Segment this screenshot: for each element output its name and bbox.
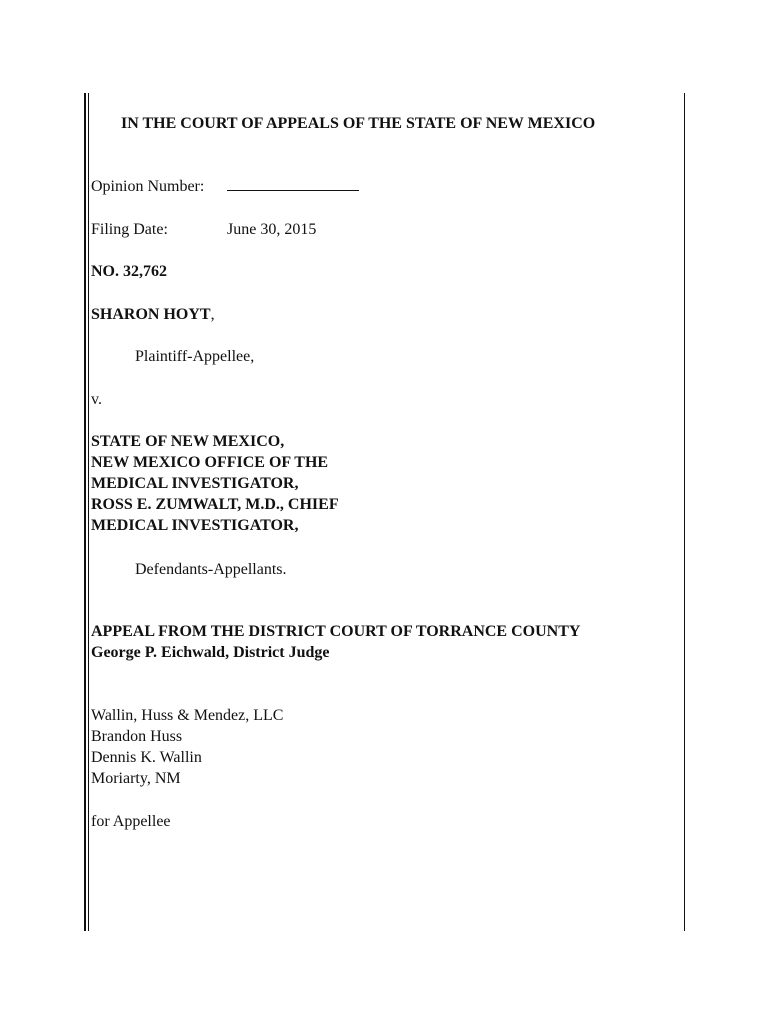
plaintiff-line bbox=[91, 304, 215, 325]
defendant-line: STATE OF NEW MEXICO, bbox=[91, 433, 285, 450]
filing-date-label: Filing Date: bbox=[91, 221, 168, 238]
counsel-line: Dennis K. Wallin bbox=[91, 749, 202, 766]
filing-date-value: June 30, 2015 bbox=[227, 221, 317, 238]
appeal-court-line: APPEAL FROM THE DISTRICT COURT OF TORRANCE COUNTY bbox=[91, 623, 581, 640]
plaintiff-name: SHARON HOYT bbox=[91, 306, 211, 323]
district-judge-line: George P. Eichwald, District Judge bbox=[91, 644, 330, 661]
defendant-line: NEW MEXICO OFFICE OF THE bbox=[91, 454, 329, 471]
opinion-number-value bbox=[227, 176, 359, 197]
opinion-number-blank bbox=[227, 176, 359, 191]
plaintiff-comma: , bbox=[210, 306, 215, 323]
defendant-line: MEDICAL INVESTIGATOR, bbox=[91, 517, 299, 534]
defendants-role: Defendants-Appellants. bbox=[135, 561, 287, 578]
case-number: NO. 32,762 bbox=[91, 263, 167, 280]
counsel-line: Brandon Huss bbox=[91, 728, 183, 745]
court-title: IN THE COURT OF APPEALS OF THE STATE OF NEW MEXICO bbox=[121, 115, 596, 132]
counsel-line: Moriarty, NM bbox=[91, 770, 181, 787]
defendants-names bbox=[91, 431, 339, 536]
page-border-left-outer bbox=[84, 93, 86, 931]
defendant-line: ROSS E. ZUMWALT, M.D., CHIEF bbox=[91, 496, 339, 513]
versus: v. bbox=[91, 391, 102, 408]
page-border-right bbox=[684, 93, 685, 931]
plaintiff-role: Plaintiff-Appellee, bbox=[135, 348, 255, 365]
page-border-left-inner bbox=[88, 93, 89, 931]
counsel-block bbox=[91, 705, 283, 789]
for-appellee: for Appellee bbox=[91, 813, 171, 830]
defendant-line: MEDICAL INVESTIGATOR, bbox=[91, 475, 299, 492]
appeal-block bbox=[91, 621, 580, 663]
opinion-number-label: Opinion Number: bbox=[91, 178, 205, 195]
counsel-line: Wallin, Huss & Mendez, LLC bbox=[91, 707, 284, 724]
